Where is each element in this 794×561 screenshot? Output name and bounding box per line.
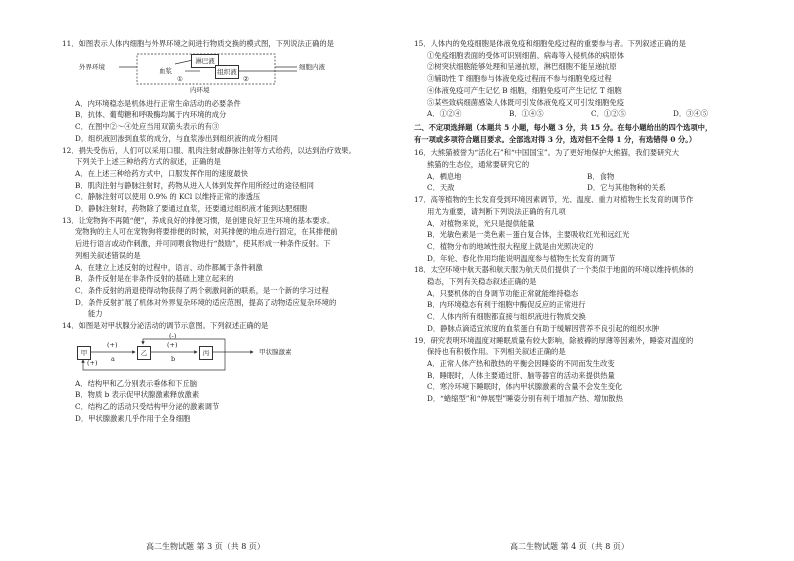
q14-plus-2: (+): [167, 340, 178, 349]
q12-option-b: B．肌肉注射与静脉注射时，药物从进入人体到发挥作用所经过的途径相同: [75, 180, 314, 190]
q18-stem-2: 稳态，下列有关稳态叙述正确的是: [427, 277, 537, 287]
q16-option-b: B．食物: [587, 171, 615, 181]
q19-stem-2: 保持也有积极作用。下列相关叙述正确的是: [427, 347, 566, 357]
q12-stem-2: 下列关于上述三种给药方式的叙述，正确的是: [75, 157, 221, 167]
q19-option-b: B．睡眠时，人体主要通过肝、脑等器官的活动来提供热量: [427, 370, 615, 380]
q17-option-a: A．对植物来说，光只是提供能量: [427, 218, 535, 228]
q12-option-c: C．静脉注射可以使用 0.9% 的 KCl 以维持正常的渗透压: [75, 192, 261, 202]
q14-hormone-label: 甲状腺激素: [259, 347, 292, 356]
q15-item-2: ②树突状细胞能够处理和呈递抗原，淋巴细胞不能呈递抗原: [427, 62, 617, 72]
q15-option-a: A．①②④: [427, 109, 462, 119]
q13-stem-2: 宠物狗的主人可在宠物狗将要排便的时候，对其排便的地点进行固定，在其排便前: [75, 227, 338, 237]
left-page-footer: 高二生物试题 第 3 页（共 8 页）: [146, 542, 265, 551]
q15-option-d: D．③④⑤: [673, 109, 709, 119]
q19-stem-1: 19．研究表明环境温度对睡眠质量有较大影响，除被褥的厚薄等因素外，睡姿对温度的: [414, 335, 694, 345]
q17-option-c: C．植物分布的地域性很大程度上就是由光照决定的: [427, 241, 594, 251]
q12-option-a: A．在上述三种给药方式中，口服发挥作用的速度最快: [75, 168, 249, 178]
q11-plasma-label: 血浆: [159, 66, 172, 75]
q15-option-c: C．①②⑤: [591, 109, 626, 119]
q11-option-b: B．抗体、葡萄糖和呼吸酶均属于内环境的成分: [75, 110, 227, 120]
q13-option-d-2: 能力: [88, 309, 103, 319]
q11-cell-label: 细胞内液: [299, 62, 325, 71]
q18-stem-1: 18．太空环境中航天器和航天服为航天员们提供了一个类似于地面的环境以维持机体的: [414, 265, 694, 275]
q16-option-d: D．它与其他物种的关系: [587, 183, 666, 193]
q16-option-c: C．天敌: [427, 183, 455, 193]
q11-option-a: A．内环境稳态是机体进行正常生命活动的必要条件: [75, 98, 241, 108]
q14-option-b: B．物质 b 表示促甲状腺激素释放激素: [75, 390, 200, 400]
q12-option-d: D．静脉注射时，药物除了要通过血浆，还要通过组织液才能到达肥细胞: [75, 204, 308, 214]
q14-plus-3: (+): [87, 358, 98, 367]
q14-box-b: 乙: [137, 346, 151, 360]
q11-option-c: C．在图中②～④处应当用双箭头表示的有③: [75, 122, 220, 132]
q12-stem-1: 12．捐失受伤后，人们可以采用口服、肌肉注射或静脉注射等方式给药，以达到治疗效果。: [62, 145, 356, 155]
q14-plus-1: (+): [107, 340, 118, 349]
q13-stem-4: 列相关叙述错误的是: [75, 250, 141, 260]
q14-minus: (-): [169, 331, 177, 340]
q16-stem-1: 16．大熊猫被誉为“活化石”和“中国国宝”。为了更好地保护大熊猫，我们要研究大: [414, 148, 680, 158]
q19-option-c: C．寒冷环境下睡眠时，体内甲状腺激素的含量不会发生变化: [427, 382, 623, 392]
q16-option-a: A．栖息地: [427, 171, 462, 181]
q18-option-d: D．静脉点滴适宜浓度的血浆蛋白有助于缓解因营养不良引起的组织水肿: [427, 323, 660, 333]
q15-stem: 15．人体内的免疫细胞是体液免疫和细胞免疫过程的重要参与者。下列叙述正确的是: [414, 39, 686, 48]
q14-stem: 14．如图是对甲状腺分泌活动的调节示意图。下列叙述正确的是: [62, 321, 269, 331]
left-column: [62, 38, 418, 425]
q15-item-5: ⑤某些致病细菌感染人体既可引发体液免疫又可引发细胞免疫: [427, 97, 625, 107]
q13-stem-3: 后进行语言或动作刺激，并可同喂食物进行“鼓励”，使其形成一种条件反射。下: [75, 239, 331, 249]
q15-item-1: ①免疫细胞表面的受体可识别细菌、病毒等入侵机体的病原体: [427, 50, 625, 60]
q18-option-a: A．只要机体的自身调节功能正常就能维持稳态: [427, 288, 579, 298]
q11-inner-label: 内环境: [190, 85, 210, 94]
q14-label-b: b: [171, 354, 176, 363]
q14-box-a: 甲: [77, 346, 91, 360]
q19-option-d: D．“蜷缩型”和“伸展型”睡姿分别有利于增加产热、增加散热: [427, 394, 623, 404]
q14-option-a: A．结构甲和乙分别表示垂体和下丘脑: [75, 378, 198, 388]
q17-stem-1: 17．高等植物的生长发育受到环境因素调节，光、温度、重力对植物生长发育的调节作: [414, 195, 694, 205]
q14-option-d: D．甲状腺激素几乎作用于全身细胞: [75, 413, 191, 423]
q11-stem: 11．如图表示人体内细胞与外界环境之间进行物质交换的模式图，下列说法正确的是: [62, 39, 334, 48]
q14-option-c: C．结构乙的活动只受结构甲分泌的激素调节: [75, 402, 220, 412]
q11-lymph-box: 淋巴液: [191, 54, 219, 68]
q13-option-a: A．在建立上述反射的过程中，语言、动作都属于条件刺激: [75, 262, 263, 272]
q16-options-row-1: [427, 171, 770, 183]
q11-tissue-box: 组织液: [215, 65, 239, 79]
q14-figure: [75, 331, 305, 376]
q18-option-b: B．内环境稳态有利于细胞中酶促反应的正常进行: [427, 300, 586, 310]
section-2-heading-2: 有一项或多项符合题目要求。全部选对得 3 分，选对但不全得 1 分，有选错得 0 分。）: [414, 134, 697, 144]
q17-option-d: D．年轮、春化作用均能说明温度参与植物生长发育的调节: [427, 253, 616, 263]
q16-options-row-2: [427, 182, 770, 194]
q13-stem-1: 13．让宠物狗不再随“便”，养成良好的排便习惯，是创建良好卫生环境的基本要求。: [62, 215, 335, 225]
right-page-footer: 高二生物试题 第 4 页（共 8 页）: [510, 542, 629, 551]
q11-outer-label: 外界环境: [79, 62, 105, 71]
q19-option-a: A．正常人体产热和散热的平衡会因睡姿的不同而发生改变: [427, 358, 615, 368]
q15-options: [427, 108, 770, 120]
q15-item-4: ④体液免疫可产生记忆 B 细胞，细胞免疫可产生记忆 T 细胞: [427, 85, 622, 95]
q14-box-c: 丙: [199, 346, 213, 360]
q13-option-d-1: D．条件反射扩展了机体对外界复杂环境的适应范围，提高了动物适应复杂环境的: [75, 297, 337, 307]
q17-option-b: B．光敏色素是一类色素－蛋白复合体，主要吸收红光和远红光: [427, 230, 630, 240]
q15-item-3: ③辅助性 T 细胞参与体液免疫过程而不参与细胞免疫过程: [427, 74, 612, 84]
section-2-heading-1: 二、不定项选择题（本题共 5 小题，每小题 3 分，共 15 分。在每小题给出的四个选项中，: [414, 122, 713, 132]
q16-stem-2: 熊猫的生态位，通常要研究它的: [427, 160, 530, 170]
right-column: [414, 38, 770, 405]
q17-stem-2: 用尤为重要，请判断下列说法正确的有几项: [427, 206, 566, 216]
q18-option-c: C．人体内所有细胞都直接与组织液进行物质交换: [427, 312, 586, 322]
q11-option-d: D．组织液回渗到血浆的成分，与血浆渗出到组织液的成分相同: [75, 133, 278, 143]
q13-option-b: B．条件反射是在非条件反射的基础上建立起来的: [75, 274, 234, 284]
q15-option-b: B．①④⑤: [509, 109, 544, 119]
q11-figure: [75, 52, 365, 96]
q11-marker-1: ①: [177, 74, 183, 83]
q14-label-a: a: [111, 354, 115, 363]
q13-option-c: C．条件反射的消退使得动物获得了两个刺激间新的联系，是一个新的学习过程: [75, 285, 329, 295]
q11-marker-2: ②: [243, 74, 249, 83]
